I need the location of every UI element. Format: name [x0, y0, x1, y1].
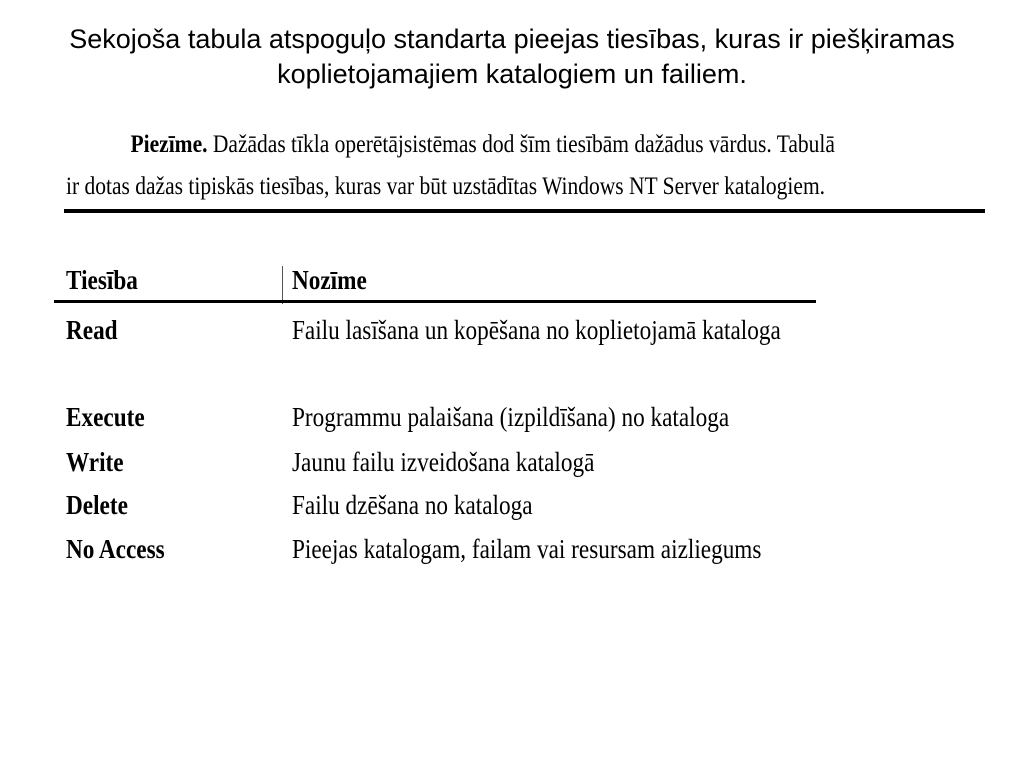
note-divider-line	[64, 209, 985, 213]
table-row	[54, 308, 816, 398]
cell-right-name: Write	[66, 447, 124, 477]
column-header-meaning: Nozīme	[292, 265, 367, 295]
cell-meaning: Failu dzēšana no kataloga	[292, 490, 533, 520]
cell-meaning: Programmu palaišana (izpildīšana) no kataloga	[292, 402, 730, 432]
column-header-right: Tiesība	[66, 265, 138, 295]
slide-title: Sekojoša tabula atspoguļo standarta pieejas tiesības, kuras ir piešķiramas koplietojamajiem katalogiem un failiem.	[69, 24, 955, 89]
note-paragraph	[66, 124, 840, 208]
permissions-table	[54, 258, 816, 588]
cell-right-name: No Access	[66, 534, 165, 564]
cell-right-name: Delete	[66, 490, 128, 520]
column-divider	[282, 266, 283, 304]
table-row	[54, 395, 816, 440]
cell-meaning: Jaunu failu izveidošana katalogā	[292, 447, 595, 477]
table-header-rule	[54, 300, 816, 303]
table-row	[54, 483, 816, 528]
cell-right-name: Read	[66, 315, 118, 345]
table-header-row	[54, 258, 816, 298]
cell-meaning: Failu lasīšana un kopēšana no koplietojamā kataloga	[292, 315, 781, 345]
table-row	[54, 440, 816, 485]
cell-right-name: Execute	[66, 402, 145, 432]
cell-meaning: Pieejas katalogam, failam vai resursam aizliegums	[292, 534, 762, 564]
note-block	[66, 124, 840, 208]
table-row	[54, 527, 816, 572]
note-label: Piezīme.	[130, 131, 208, 158]
note-text: Dažādas tīkla operētājsistēmas dod šīm tiesībām dažādus vārdus. Tabulā ir dotas dažas tipiskās tiesības, kuras var būt uzstādītas Windows NT Server katalogiem.	[66, 131, 835, 200]
